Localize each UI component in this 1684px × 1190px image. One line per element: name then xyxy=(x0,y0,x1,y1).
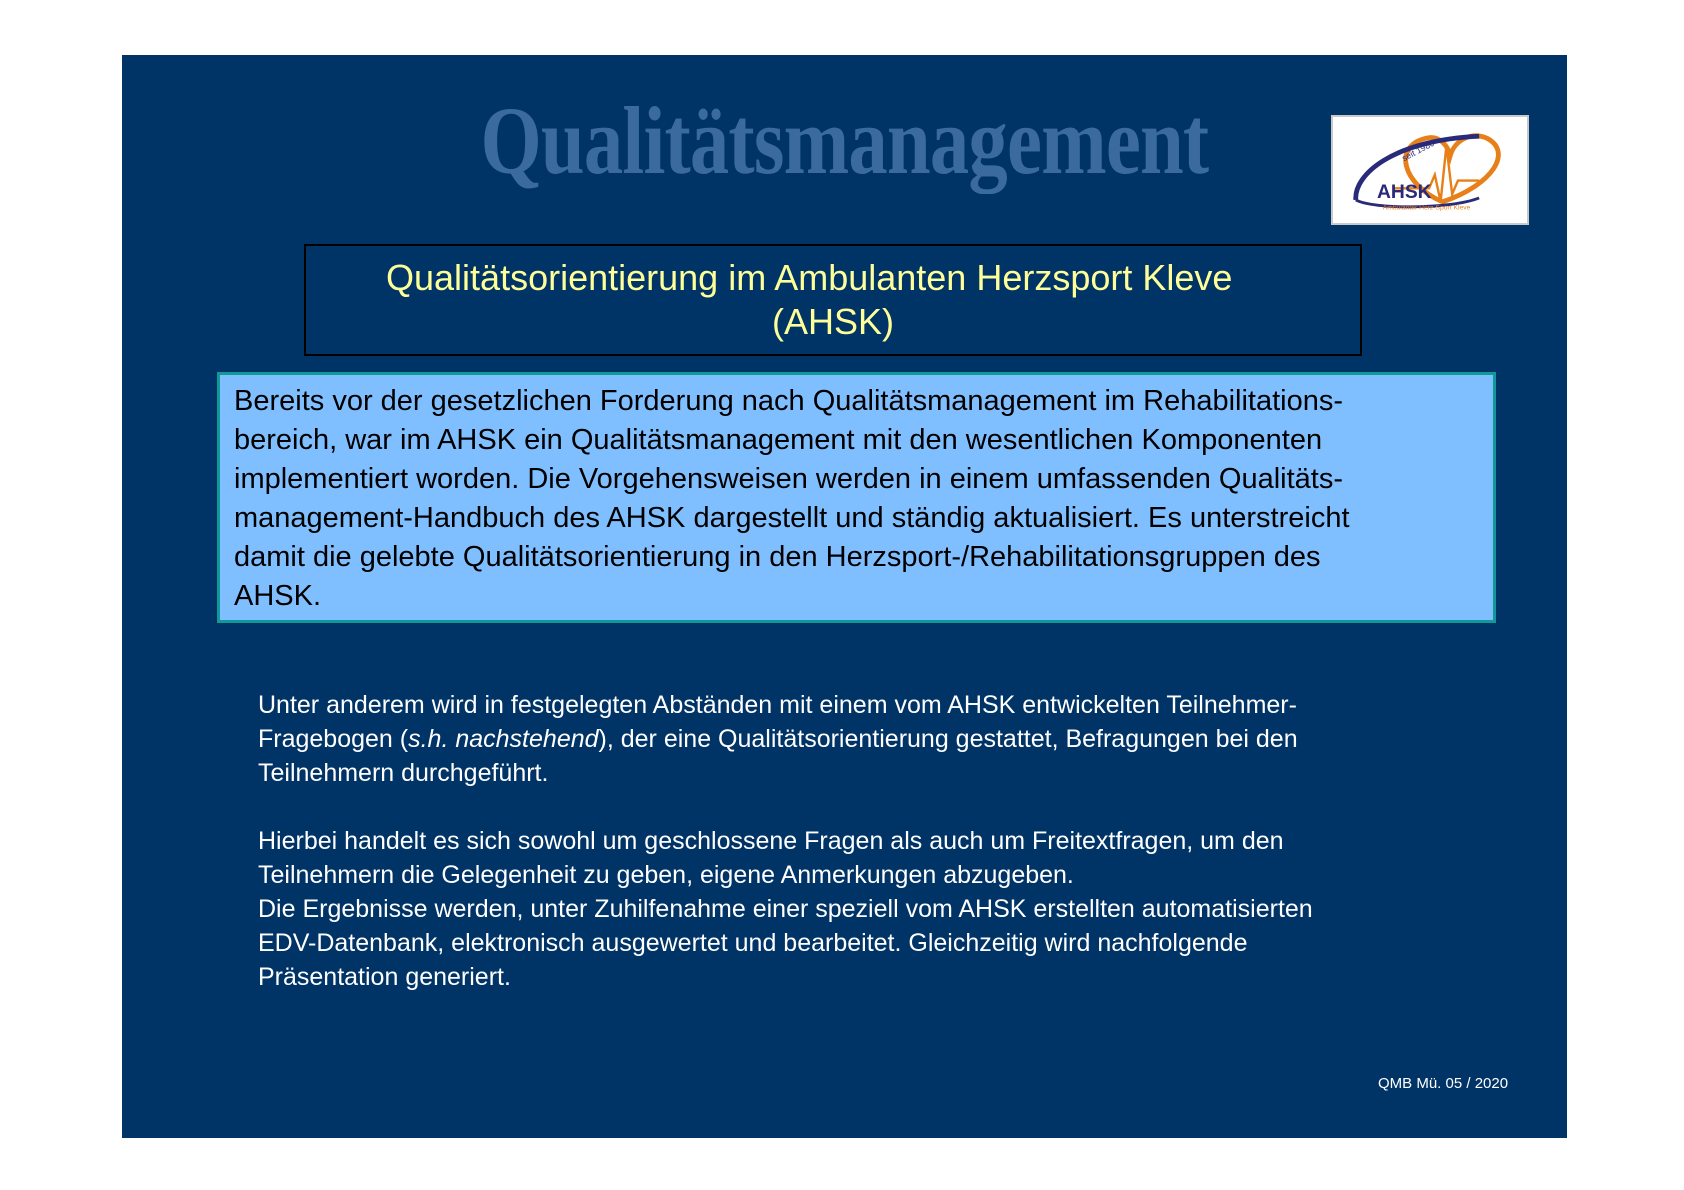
body-line-part: ), der eine Qualitätsorientierung gestattet, Befragungen bei den xyxy=(598,725,1298,753)
body-line xyxy=(258,722,1508,756)
body-line: Teilnehmern durchgeführt. xyxy=(258,759,549,787)
body-line: Präsentation generiert. xyxy=(258,963,511,991)
intro-line: Bereits vor der gesetzlichen Forderung nach Qualitätsmanagement im Rehabilitations- xyxy=(234,385,1344,417)
body-text xyxy=(258,688,1508,994)
body-line: EDV-Datenbank, elektronisch ausgewertet und bearbeitet. Gleichzeitig wird nachfolgende xyxy=(258,929,1248,957)
intro-line: management-Handbuch des AHSK dargestellt und ständig aktualisiert. Es unterstreicht xyxy=(234,502,1350,534)
body-line: Die Ergebnisse werden, unter Zuhilfenahme einer speziell vom AHSK erstellten automatisierten xyxy=(258,895,1313,923)
slide-title: Qualitätsmanagement xyxy=(480,87,1209,194)
body-line: Unter anderem wird in festgelegten Abständen mit einem vom AHSK entwickelten Teilnehmer- xyxy=(258,691,1297,719)
body-line-italic: s.h. nachstehend xyxy=(408,725,599,753)
ahsk-logo xyxy=(1331,115,1529,225)
logo-text: AHSK xyxy=(1377,181,1432,203)
slide xyxy=(122,55,1567,1138)
intro-line: bereich, war im AHSK ein Qualitätsmanagement mit den wesentlichen Komponenten xyxy=(234,424,1323,456)
subtitle-line-1: Qualitätsorientierung im Ambulanten Herzsport Kleve xyxy=(386,257,1233,298)
intro-line: damit die gelebte Qualitätsorientierung in den Herzsport-/Rehabilitationsgruppen des xyxy=(234,541,1321,573)
body-line: Teilnehmern die Gelegenheit zu geben, eigene Anmerkungen abzugeben. xyxy=(258,861,1074,889)
subtitle-line-2: (AHSK) xyxy=(771,301,894,342)
intro-line: AHSK. xyxy=(234,580,322,612)
footer-label: QMB Mü. 05 / 2020 xyxy=(1378,1075,1509,1092)
heart-logo-icon xyxy=(1333,117,1527,223)
intro-box xyxy=(217,372,1496,623)
logo-tagline: Ambulanter Herz-Sport Kleve xyxy=(1382,204,1471,212)
logo-since: seit 1980 xyxy=(1400,137,1436,164)
paragraph-gap xyxy=(258,790,1508,824)
body-line: Hierbei handelt es sich sowohl um geschlossene Fragen als auch um Freitextfragen, um den xyxy=(258,827,1284,855)
subtitle-box xyxy=(304,244,1362,356)
body-line-part: Fragebogen ( xyxy=(258,725,409,753)
intro-line: implementiert worden. Die Vorgehensweisen werden in einem umfassenden Qualitäts- xyxy=(234,463,1344,495)
